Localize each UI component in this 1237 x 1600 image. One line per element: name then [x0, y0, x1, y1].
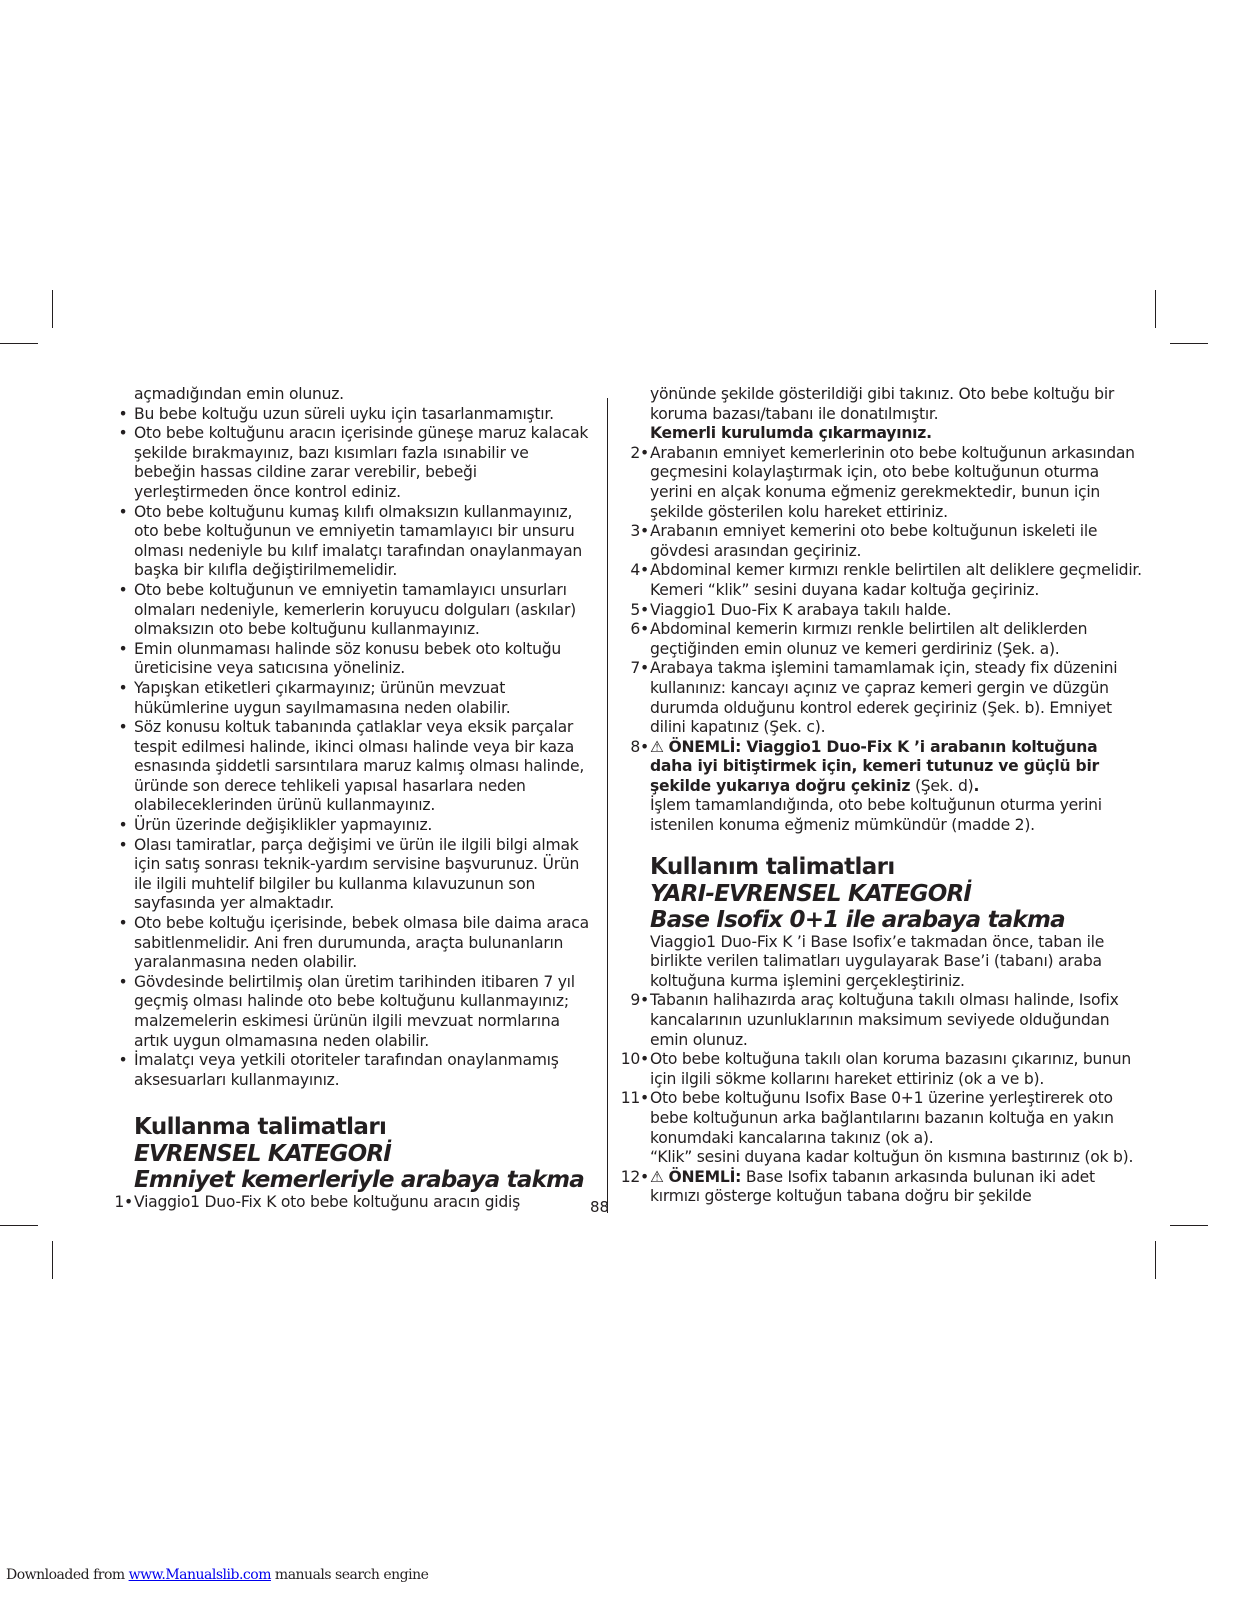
bullet-marker: •	[118, 835, 128, 854]
numbered-item	[617, 620, 1142, 659]
bullet-list	[112, 405, 594, 1091]
list-item-text: Oto bebe koltuğunun ve emniyetin tamamlayıcı unsurları olmaları nedeniyle, kemerlerin koruyucu dolguları (askılar) olmaksızın oto bebe koltuğunu kullanmayınız.	[134, 580, 576, 639]
right-column	[617, 385, 1142, 1207]
numbered-item	[617, 522, 1142, 561]
crop-mark	[52, 1241, 53, 1279]
numbered-item	[617, 561, 1142, 600]
heading-title: Kullanım talimatları	[650, 853, 895, 880]
numbered-item	[617, 659, 1142, 737]
crop-mark	[1170, 1225, 1208, 1226]
list-item-text: Gövdesinde belirtilmiş olan üretim tarihinden itibaren 7 yıl geçmiş olması halinde oto bebe koltuğunu kullanmayınız; malzemelerin eskimesi ürünün ilgili mevzuat normlarına artık uygun olmamasına neden olabilir.	[134, 972, 575, 1050]
item-text: Viaggio1 Duo-Fix K oto bebe koltuğunu aracın gidiş	[134, 1193, 520, 1212]
left-column	[112, 385, 594, 1213]
list-item-text: Oto bebe koltuğu içerisinde, bebek olmasa bile daima araca sabitlenmelidir. Ani fren durumunda, araçta bulunanların yaralanmasına neden olabilir.	[134, 914, 589, 972]
paragraph-continuation: açmadığından emin olunuz.	[134, 385, 344, 403]
list-item	[112, 914, 594, 973]
item-number: 3•	[630, 522, 649, 541]
bullet-marker: •	[118, 404, 128, 423]
list-item	[112, 973, 594, 1051]
list-item-text: Söz konusu koltuk tabanında çatlaklar veya eksik parçalar tespit edilmesi halinde, ikinci olması halinde veya bir kaza esnasında şiddetli sarsıntılara maruz kalmış olması halinde, üründe son derece tehlikeli yapısal hasarlara neden olabileceklerinden ürünü kullanmayınız.	[134, 718, 585, 815]
warning-label: ÖNEMLİ:	[668, 1167, 742, 1186]
footer-prefix: Downloaded from	[6, 1567, 129, 1583]
item-text: Viaggio1 Duo-Fix K arabaya takılı halde.	[650, 600, 952, 619]
warning-icon: ⚠	[650, 737, 664, 756]
item-number: 7•	[630, 659, 649, 678]
item-number: 6•	[630, 620, 649, 639]
item-number: 5•	[630, 600, 649, 619]
list-item	[112, 424, 594, 502]
numbered-item-warning	[617, 1168, 1142, 1207]
heading-subtitle: Emniyet kemerleriyle arabaya takma	[134, 1167, 584, 1194]
bullet-marker: •	[118, 678, 128, 697]
intro-paragraph: Viaggio1 Duo-Fix K ’i Base Isofix’e takmadan önce, taban ile birlikte verilen talimatları uygulayarak Base’i (tabanı) araba koltuğuna kurma işlemini gerçekleştiriniz.	[650, 932, 1105, 990]
list-item	[112, 1051, 594, 1090]
item-text-second: İşlem tamamlandığında, oto bebe koltuğunun oturma yerini istenilen konuma eğmeniz mümkündür (madde 2).	[650, 796, 1102, 835]
section-heading	[650, 854, 1142, 933]
column-divider	[607, 398, 608, 1213]
footer-suffix: manuals search engine	[270, 1567, 429, 1583]
crop-mark	[1155, 290, 1156, 328]
bullet-marker: •	[118, 816, 128, 835]
list-item-text: Bu bebe koltuğu uzun süreli uyku için tasarlanmamıştır.	[134, 404, 554, 423]
end-mark: .	[973, 776, 980, 795]
item-number: 9•	[630, 991, 649, 1010]
item-text-second: “Klik” sesini duyana kadar koltuğun ön kısmına bastırınız (ok b).	[650, 1148, 1134, 1167]
crop-mark	[1155, 1241, 1156, 1279]
numbered-item	[101, 1193, 594, 1213]
item-text: Arabaya takma işlemini tamamlamak için, steady fix düzenini kullanınız: kancayı açınız ve çapraz kemeri gergin ve düzgün durumda olduğunu kontrol ederek geçiriniz (Şek. b). Emniyet dilini kapatınız (Şek. c).	[650, 659, 1118, 737]
paragraph-continuation	[650, 385, 1142, 444]
bullet-marker: •	[118, 502, 128, 521]
figure-ref: (Şek. d)	[914, 776, 974, 795]
item-number: 2•	[630, 443, 649, 462]
item-text: Abdominal kemer kırmızı renkle belirtilen alt deliklere geçmelidir. Kemeri “klik” sesini duyana kadar koltuğa geçiriniz.	[650, 561, 1142, 599]
item-number: 10•	[620, 1050, 649, 1069]
list-item-text: İmalatçı veya yetkili otoriteler tarafından onaylanmamış aksesuarları kullanmayınız.	[134, 1051, 559, 1089]
list-item-text: Emin olunmaması halinde söz konusu bebek oto koltuğu üreticisine veya satıcısına yöneliniz.	[134, 639, 561, 678]
item-text: Base Isofix tabanın arkasında bulunan iki adet kırmızı gösterge koltuğun tabana doğru bir şekilde	[650, 1167, 1095, 1206]
warning-text: ÖNEMLİ: Viaggio1 Duo-Fix K ’i arabanın koltuğuna daha iyi bitiştirmek için, kemeri tutunuz ve güçlü bir şekilde yukarıya doğru çekiniz	[650, 737, 1099, 795]
list-item	[112, 640, 594, 679]
list-item-text: Oto bebe koltuğunu kumaş kılıfı olmaksızın kullanmayınız, oto bebe koltuğunun ve emniyetin tamamlayıcı bir unsuru olması nedeniyle bu kılıf imalatçı tarafından onaylanmayan başka bir kılıfla değiştirilmemelidir.	[134, 502, 583, 580]
bullet-marker: •	[118, 639, 128, 658]
heading-title: Kullanma talimatları	[134, 1114, 387, 1141]
list-item	[112, 718, 594, 816]
item-text: Arabanın emniyet kemerini oto bebe koltuğunun iskeleti ile gövdesi arasından geçiriniz.	[650, 522, 1098, 560]
numbered-item-warning	[617, 738, 1142, 836]
warning-icon: ⚠	[650, 1167, 664, 1186]
item-number: 8•	[630, 737, 649, 756]
item-number: 4•	[630, 561, 649, 580]
bullet-marker: •	[118, 972, 128, 991]
list-item-text: Yapışkan etiketleri çıkarmayınız; ürünün mevzuat hükümlerine uygun sayılmamasına neden olabilir.	[134, 678, 511, 717]
item-text: Oto bebe koltuğunu Isofix Base 0+1 üzerine yerleştirerek oto bebe koltuğunun arka bağlantılarını bazanın koltuğa en yakın konumdaki kancalarına takınız (ok a).	[650, 1089, 1114, 1147]
item-text-wrap	[650, 738, 1142, 836]
list-item	[112, 581, 594, 640]
continuation-text: yönünde şekilde gösterildiği gibi takınız. Oto bebe koltuğu bir koruma bazası/tabanı ile donatılmıştır.	[650, 385, 1115, 423]
item-number: 1•	[114, 1193, 133, 1212]
item-text: Tabanın halihazırda araç koltuğuna takılı olması halinde, Isofix kancalarının uzunluklarının maksimum seviyede olduğundan emin olunuz.	[650, 991, 1119, 1049]
list-item-text: Ürün üzerinde değişiklikler yapmayınız.	[134, 816, 433, 835]
crop-mark	[1170, 343, 1208, 344]
crop-mark	[52, 290, 53, 328]
list-item	[112, 405, 594, 425]
continuation-bold: Kemerli kurulumda çıkarmayınız.	[650, 424, 932, 443]
list-item	[112, 503, 594, 581]
numbered-item	[617, 601, 1142, 621]
list-item	[112, 679, 594, 718]
list-item-text: Olası tamiratlar, parça değişimi ve ürün ile ilgili bilgi almak için satış sonrası teknik-yardım servisine başvurunuz. Ürün ile ilgili muhtelif bilgiler bu kullanma kılavuzunun son sayfasında yer almaktadır.	[134, 835, 580, 913]
heading-category: EVRENSEL KATEGORİ	[134, 1141, 392, 1168]
bullet-marker: •	[118, 424, 128, 443]
manualslib-link[interactable]: www.Manualslib.com	[128, 1567, 271, 1583]
item-text: Arabanın emniyet kemerlerinin oto bebe koltuğunun arkasından geçmesini kolaylaştırmak için, oto bebe koltuğunun oturma yerini en alçak konuma eğmeniz gerekmektedir, bunun için şekilde gösterilen kolu hareket ettiriniz.	[650, 443, 1135, 521]
list-item	[112, 836, 594, 914]
item-number: 12•	[620, 1167, 649, 1186]
heading-category: YARI-EVRENSEL KATEGORİ	[650, 880, 972, 907]
bullet-marker: •	[118, 1051, 128, 1070]
numbered-item	[617, 444, 1142, 522]
bullet-marker: •	[118, 580, 128, 599]
list-item	[112, 816, 594, 836]
bullet-marker: •	[118, 718, 128, 737]
heading-subtitle: Base Isofix 0+1 ile arabaya takma	[650, 906, 1065, 933]
item-text-wrap	[650, 1089, 1142, 1167]
item-text-wrap	[650, 1168, 1142, 1207]
section-heading	[134, 1114, 594, 1193]
page-number: 88	[590, 1198, 610, 1216]
numbered-item	[617, 991, 1142, 1050]
numbered-item	[617, 1050, 1142, 1089]
numbered-item	[617, 1089, 1142, 1167]
item-text: Oto bebe koltuğuna takılı olan koruma bazasını çıkarınız, bunun için ilgili sökme kollarını hareket ettiriniz (ok a ve b).	[650, 1050, 1132, 1088]
item-text: Abdominal kemerin kırmızı renkle belirtilen alt deliklerden geçtiğinden emin olunuz ve kemeri gerdiriniz (Şek. a).	[650, 620, 1088, 658]
list-item-text: Oto bebe koltuğunu aracın içerisinde güneşe maruz kalacak şekilde bırakmayınız, bazı kısımları fazla ısınabilir ve bebeğin hassas cildine zarar verebilir, bebeği yerleştirmeden önce kontrol ediniz.	[134, 424, 589, 501]
bullet-marker: •	[118, 914, 128, 933]
item-number: 11•	[620, 1089, 649, 1108]
crop-mark	[0, 1225, 38, 1226]
download-footer	[6, 1567, 428, 1583]
crop-mark	[0, 343, 38, 344]
